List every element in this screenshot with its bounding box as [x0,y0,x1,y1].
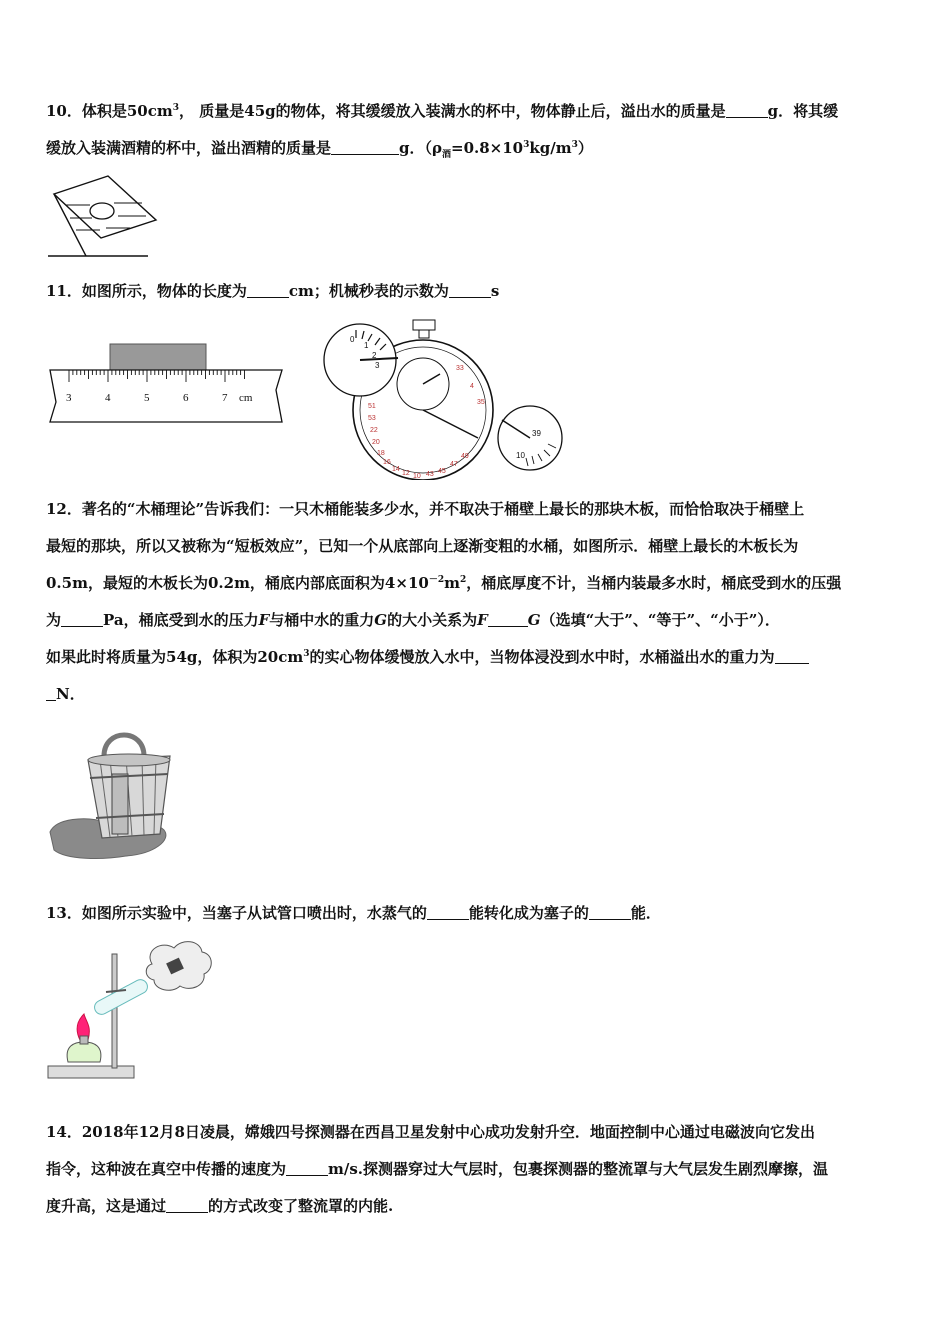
ruler-label: 7 [222,392,228,404]
object-ellipse [90,203,114,219]
zoom-number: 10 [516,451,525,460]
dial-number: 20 [372,439,380,446]
ruler-label: cm [239,392,253,404]
q14-line-2: 指令，这种波在真空中传播的速度为 m/s.探测器穿过大气层时，包裹探测器的整流罩与大气层发生剧烈摩擦，温 [46,1160,829,1178]
q12-line-1: 12．著名的“木桶理论”告诉我们：一只木桶能装多少水，并不取决于桶壁上最长的那块木板，而恰恰取决于桶壁上 [46,500,805,518]
short-board [112,774,128,834]
q14-line-3: 度升高，这是通过 的方式改变了整流罩的内能. [46,1197,394,1215]
zoom-number: 3 [375,361,380,370]
dial-number: 53 [368,415,376,422]
stopwatch-figure [320,318,565,480]
ruler-label: 6 [183,392,189,404]
question-13: 13．如图所示实验中，当塞子从试管口喷出时，水蒸气的 能转化成为塞子的 能． [46,904,661,922]
q10-line-1: 10．体积是$50cm^3$， 质量是45g的物体，将其缓缓放入装满水的杯中，物体静止后，溢出水的质量是 g．将其缓 [46,102,839,120]
dial-number: 51 [368,403,376,410]
stand-base [48,1066,134,1078]
ruler-label: 4 [105,392,111,404]
q12-line-6: N． [46,676,904,713]
stand-rod [112,954,117,1068]
ruler-label: 3 [66,392,72,404]
dial-number: 22 [370,427,378,434]
answer-blank[interactable] [46,685,56,701]
q12-line-5: 如果此时将质量为54g，体积为$20cm^3$的实心物体缓慢放入水中，当物体浸没到水中时，水桶溢出水的重力为 [46,639,904,676]
dial-number: 47 [450,461,458,468]
dial-number: 33 [456,365,464,372]
zoom-number: 39 [532,429,541,438]
zoom-number: 0 [350,335,355,344]
bucket-handle [104,735,144,756]
measured-block [110,344,206,370]
dial-number: 43 [426,471,434,478]
alcohol-lamp [67,1042,101,1062]
tilted-cup-figure [46,172,161,260]
dial-number: 18 [377,450,385,457]
dial-number: 49 [461,453,469,460]
test-tube [92,977,150,1017]
question-10 [46,93,904,167]
wooden-bucket-figure [46,722,186,862]
answer-blank[interactable] [331,139,399,155]
answer-blank[interactable] [427,904,469,920]
dial-number: 10 [413,473,421,480]
question-12 [46,491,904,713]
answer-blank[interactable] [589,904,631,920]
ruler-label: 5 [144,392,150,404]
q10-line-2: 缓放入装满酒精的杯中，溢出酒精的质量是 g．$(\rho_酒=0.8\times 10^3kg/m^3)$ [46,139,593,160]
q12-line-4: 为 Pa，桶底受到水的压力F与桶中水的重力G的大小关系为F G（选填“大于”、“等于”、“小于”）． [46,611,780,629]
dial-number: 16 [383,459,391,466]
dial-number: 4 [470,383,474,390]
zoom-number: 1 [364,341,369,350]
dial-number: 12 [402,470,410,477]
q12-line-3: 0.5m，最短的木板长为0.2m，桶底内部底面积为$4\times 10^{-2}m^2$，桶底厚度不计，当桶内装最多水时，桶底受到水的压强 [46,574,842,592]
ruler-figure [44,340,286,425]
question-11: 11．如图所示，物体的长度为 cm；机械秒表的示数为 s [46,282,500,300]
answer-blank[interactable] [61,611,103,627]
answer-blank[interactable] [247,282,289,298]
answer-blank[interactable] [726,102,768,118]
answer-blank[interactable] [488,611,528,627]
answer-blank[interactable] [286,1160,328,1176]
answer-blank[interactable] [166,1197,208,1213]
answer-blank[interactable] [775,648,809,664]
stopwatch-button [413,320,435,330]
question-14 [46,1114,904,1225]
zoom-number: 2 [372,351,377,360]
q12-line-2: 最短的那块，所以又被称为“短板效应”，已知一个从底部向上逐渐变粗的水桶，如图所示．桶壁上最长的木板长为 [46,537,799,555]
dial-number: 14 [392,466,400,473]
dial-number: 45 [438,468,446,475]
dial-number: 35 [477,399,485,406]
answer-blank[interactable] [449,282,491,298]
q14-line-1: 14．2018年12月8日凌晨，嫦娥四号探测器在西昌卫星发射中心成功发射升空．地面控制中心通过电磁波向它发出 [46,1123,815,1141]
test-tube-experiment-figure [44,936,214,1086]
